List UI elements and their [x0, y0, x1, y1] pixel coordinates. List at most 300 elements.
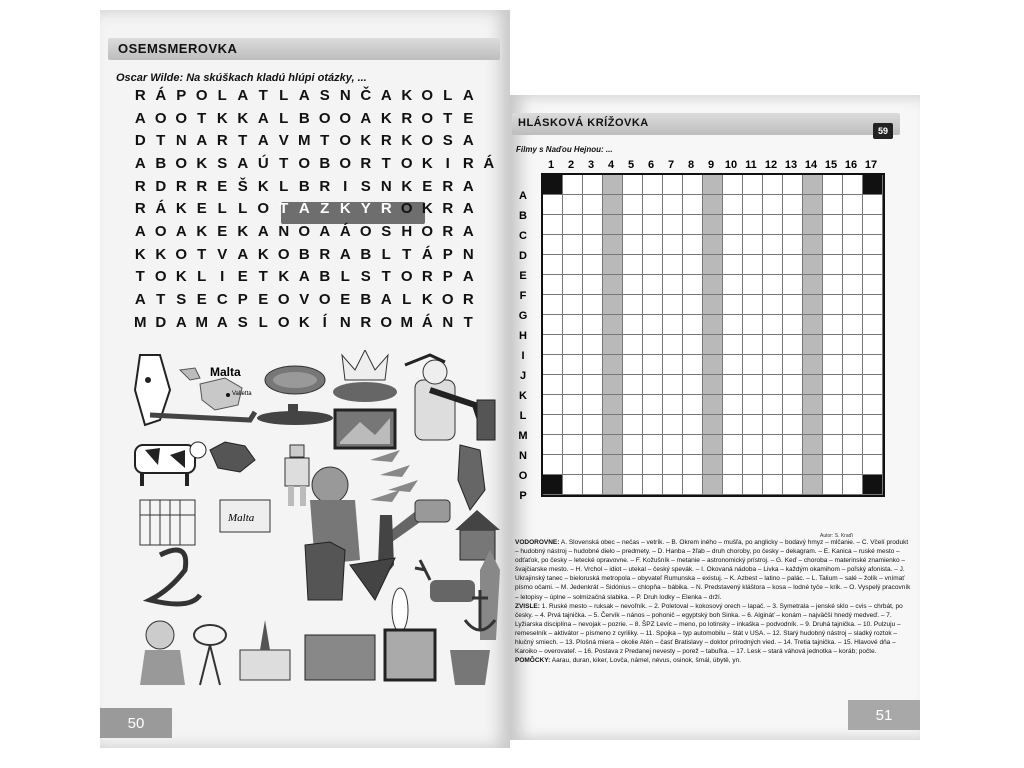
- crossword-cell[interactable]: [843, 415, 863, 435]
- crossword-cell[interactable]: [863, 295, 883, 315]
- crossword-cell[interactable]: [643, 295, 663, 315]
- crossword-cell[interactable]: [763, 215, 783, 235]
- crossword-cell[interactable]: [643, 215, 663, 235]
- crossword-cell[interactable]: [863, 475, 883, 495]
- crossword-cell[interactable]: [843, 175, 863, 195]
- crossword-cell[interactable]: [743, 255, 763, 275]
- crossword-cell[interactable]: [623, 215, 643, 235]
- crossword-cell[interactable]: [743, 475, 763, 495]
- crossword-cell[interactable]: [743, 275, 763, 295]
- crossword-cell[interactable]: [543, 295, 563, 315]
- crossword-cell[interactable]: [583, 475, 603, 495]
- crossword-cell[interactable]: [563, 315, 583, 335]
- crossword-cell[interactable]: [623, 435, 643, 455]
- crossword-cell[interactable]: [743, 355, 763, 375]
- crossword-cell[interactable]: [663, 355, 683, 375]
- crossword-cell[interactable]: [843, 215, 863, 235]
- crossword-cell[interactable]: [743, 395, 763, 415]
- crossword-cell[interactable]: [703, 175, 723, 195]
- crossword-cell[interactable]: [763, 255, 783, 275]
- crossword-cell[interactable]: [843, 455, 863, 475]
- grid-letter: Á: [298, 200, 310, 218]
- crossword-cell[interactable]: [863, 235, 883, 255]
- crossword-cell[interactable]: [783, 275, 803, 295]
- crossword-cell[interactable]: [643, 315, 663, 335]
- crossword-cell[interactable]: [643, 395, 663, 415]
- crossword-cell[interactable]: [823, 475, 843, 495]
- grid-letter: A: [134, 222, 146, 240]
- crossword-cell[interactable]: [703, 415, 723, 435]
- crossword-cell[interactable]: [823, 215, 843, 235]
- grid-letter: O: [154, 268, 167, 286]
- column-number: 8: [687, 159, 695, 171]
- crossword-cell[interactable]: [803, 455, 823, 475]
- crossword-cell[interactable]: [663, 395, 683, 415]
- crossword-cell[interactable]: [603, 375, 623, 395]
- crossword-cell[interactable]: [763, 435, 783, 455]
- grid-letter: O: [380, 313, 393, 331]
- crossword-cell[interactable]: [723, 235, 743, 255]
- crossword-cell[interactable]: [843, 255, 863, 275]
- crossword-cell[interactable]: [843, 195, 863, 215]
- crossword-cell[interactable]: [603, 435, 623, 455]
- crossword-cell[interactable]: [583, 375, 603, 395]
- crossword-cell[interactable]: [863, 455, 883, 475]
- crossword-cell[interactable]: [783, 255, 803, 275]
- crossword-cell[interactable]: [623, 375, 643, 395]
- crossword-cell[interactable]: [563, 275, 583, 295]
- grid-letter: K: [380, 109, 392, 127]
- row-letter: H: [519, 330, 527, 342]
- crossword-cell[interactable]: [563, 255, 583, 275]
- crossword-cell[interactable]: [683, 255, 703, 275]
- crossword-cell[interactable]: [543, 175, 563, 195]
- crossword-cell[interactable]: [603, 455, 623, 475]
- crossword-cell[interactable]: [543, 355, 563, 375]
- crossword-cell[interactable]: [643, 275, 663, 295]
- crossword-cell[interactable]: [783, 475, 803, 495]
- crossword-cell[interactable]: [723, 375, 743, 395]
- crossword-cell[interactable]: [763, 455, 783, 475]
- crossword-cell[interactable]: [683, 475, 703, 495]
- grid-letter: L: [279, 86, 289, 104]
- grid-letter: O: [421, 109, 434, 127]
- crossword-cell[interactable]: [683, 395, 703, 415]
- crossword-cell[interactable]: [763, 395, 783, 415]
- crossword-cell[interactable]: [663, 295, 683, 315]
- crossword-cell[interactable]: [683, 375, 703, 395]
- crossword-cell[interactable]: [843, 235, 863, 255]
- crossword-cell[interactable]: [723, 435, 743, 455]
- crossword-cell[interactable]: [803, 375, 823, 395]
- crossword-cell[interactable]: [803, 175, 823, 195]
- crossword-cell[interactable]: [663, 415, 683, 435]
- crossword-cell[interactable]: [863, 435, 883, 455]
- crossword-cell[interactable]: [743, 415, 763, 435]
- crossword-cell[interactable]: [723, 315, 743, 335]
- crossword-cell[interactable]: [743, 195, 763, 215]
- crossword-cell[interactable]: [783, 455, 803, 475]
- crossword-cell[interactable]: [703, 375, 723, 395]
- crossword-cell[interactable]: [823, 275, 843, 295]
- crossword-cell[interactable]: [563, 295, 583, 315]
- crossword-cell[interactable]: [803, 215, 823, 235]
- crossword-cell[interactable]: [803, 395, 823, 415]
- crossword-cell[interactable]: [723, 295, 743, 315]
- crossword-cell[interactable]: [843, 375, 863, 395]
- crossword-cell[interactable]: [623, 255, 643, 275]
- crossword-cell[interactable]: [583, 295, 603, 315]
- crossword-cell[interactable]: [643, 175, 663, 195]
- crossword-cell[interactable]: [563, 475, 583, 495]
- crossword-cell[interactable]: [643, 475, 663, 495]
- crossword-cell[interactable]: [683, 235, 703, 255]
- crossword-cell[interactable]: [643, 435, 663, 455]
- grid-letter: Č: [360, 86, 372, 104]
- crossword-cell[interactable]: [863, 375, 883, 395]
- crossword-cell[interactable]: [683, 315, 703, 335]
- crossword-cell[interactable]: [663, 235, 683, 255]
- crossword-cell[interactable]: [763, 275, 783, 295]
- crossword-cell[interactable]: [643, 235, 663, 255]
- crossword-cell[interactable]: [623, 315, 643, 335]
- crossword-cell[interactable]: [803, 355, 823, 375]
- crossword-cell[interactable]: [683, 415, 703, 435]
- crossword-cell[interactable]: [603, 295, 623, 315]
- crossword-cell[interactable]: [623, 395, 643, 415]
- crossword-cell[interactable]: [703, 255, 723, 275]
- crossword-cell[interactable]: [563, 335, 583, 355]
- crossword-cell[interactable]: [683, 295, 703, 315]
- crossword-cell[interactable]: [763, 295, 783, 315]
- crossword-cell[interactable]: [543, 435, 563, 455]
- crossword-cell[interactable]: [783, 395, 803, 415]
- crossword-cell[interactable]: [623, 295, 643, 315]
- crossword-cell[interactable]: [703, 315, 723, 335]
- crossword-cell[interactable]: [703, 195, 723, 215]
- crossword-cell[interactable]: [803, 315, 823, 335]
- crossword-cell[interactable]: [563, 435, 583, 455]
- crossword-cell[interactable]: [823, 315, 843, 335]
- crossword-cell[interactable]: [783, 375, 803, 395]
- crossword-cell[interactable]: [583, 275, 603, 295]
- crossword-cell[interactable]: [603, 415, 623, 435]
- crossword-cell[interactable]: [603, 315, 623, 335]
- grid-letter: K: [155, 245, 167, 263]
- crossword-cell[interactable]: [743, 175, 763, 195]
- crossword-cell[interactable]: [803, 475, 823, 495]
- crossword-cell[interactable]: [843, 395, 863, 415]
- crossword-cell[interactable]: [543, 455, 563, 475]
- crossword-cell[interactable]: [643, 415, 663, 435]
- crossword-cell[interactable]: [663, 215, 683, 235]
- crossword-cell[interactable]: [823, 335, 843, 355]
- crossword-cell[interactable]: [543, 235, 563, 255]
- crossword-cell[interactable]: [843, 335, 863, 355]
- crossword-cell[interactable]: [683, 215, 703, 235]
- crossword-cell[interactable]: [823, 415, 843, 435]
- crossword-cell[interactable]: [803, 415, 823, 435]
- crossword-cell[interactable]: [803, 235, 823, 255]
- crossword-cell[interactable]: [843, 475, 863, 495]
- crossword-cell[interactable]: [623, 455, 643, 475]
- crossword-cell[interactable]: [783, 195, 803, 215]
- crossword-cell[interactable]: [643, 355, 663, 375]
- crossword-cell[interactable]: [623, 335, 643, 355]
- grid-letter: B: [319, 154, 331, 172]
- crossword-cell[interactable]: [703, 275, 723, 295]
- grid-letter: R: [462, 154, 474, 172]
- crossword-cell[interactable]: [703, 395, 723, 415]
- crossword-cell[interactable]: [783, 295, 803, 315]
- crossword-cell[interactable]: [683, 335, 703, 355]
- crossword-cell[interactable]: [563, 355, 583, 375]
- crossword-cell[interactable]: [623, 355, 643, 375]
- crossword-cell[interactable]: [663, 435, 683, 455]
- crossword-cell[interactable]: [583, 315, 603, 335]
- crossword-cell[interactable]: [603, 255, 623, 275]
- crossword-cell[interactable]: [683, 455, 703, 475]
- crossword-cell[interactable]: [703, 355, 723, 375]
- crossword-cell[interactable]: [703, 435, 723, 455]
- crossword-cell[interactable]: [823, 195, 843, 215]
- crossword-cell[interactable]: [823, 175, 843, 195]
- crossword-cell[interactable]: [783, 235, 803, 255]
- crossword-cell[interactable]: [843, 275, 863, 295]
- crossword-cell[interactable]: [543, 195, 563, 215]
- grid-letter: A: [134, 291, 146, 309]
- crossword-cell[interactable]: [823, 255, 843, 275]
- crossword-cell[interactable]: [743, 435, 763, 455]
- crossword-cell[interactable]: [543, 275, 563, 295]
- crossword-cell[interactable]: [703, 335, 723, 355]
- crossword-cell[interactable]: [603, 215, 623, 235]
- crossword-cell[interactable]: [763, 375, 783, 395]
- crossword-cell[interactable]: [803, 335, 823, 355]
- crossword-cell[interactable]: [663, 315, 683, 335]
- crossword-cell[interactable]: [863, 275, 883, 295]
- crossword-cell[interactable]: [583, 355, 603, 375]
- crossword-cell[interactable]: [543, 415, 563, 435]
- crossword-cell[interactable]: [563, 395, 583, 415]
- crossword-cell[interactable]: [743, 455, 763, 475]
- crossword-cell[interactable]: [583, 335, 603, 355]
- crossword-cell[interactable]: [543, 335, 563, 355]
- crossword-cell[interactable]: [763, 235, 783, 255]
- crossword-cell[interactable]: [603, 235, 623, 255]
- crossword-cell[interactable]: [863, 355, 883, 375]
- crossword-cell[interactable]: [663, 335, 683, 355]
- crossword-cell[interactable]: [623, 275, 643, 295]
- grid-letter: N: [339, 313, 351, 331]
- crossword-cell[interactable]: [803, 255, 823, 275]
- crossword-cell[interactable]: [783, 435, 803, 455]
- crossword-cell[interactable]: [563, 415, 583, 435]
- crossword-cell[interactable]: [783, 335, 803, 355]
- crossword-cell[interactable]: [723, 215, 743, 235]
- crossword-cell[interactable]: [763, 175, 783, 195]
- crossword-cell[interactable]: [723, 255, 743, 275]
- crossword-cell[interactable]: [803, 295, 823, 315]
- crossword-cell[interactable]: [603, 275, 623, 295]
- crossword-cell[interactable]: [763, 335, 783, 355]
- crossword-cell[interactable]: [723, 455, 743, 475]
- crossword-cell[interactable]: [763, 195, 783, 215]
- crossword-cell[interactable]: [743, 315, 763, 335]
- crossword-cell[interactable]: [663, 175, 683, 195]
- crossword-cell[interactable]: [743, 295, 763, 315]
- crossword-cell[interactable]: [683, 275, 703, 295]
- crossword-cell[interactable]: [543, 255, 563, 275]
- crossword-cell[interactable]: [643, 255, 663, 275]
- crossword-cell[interactable]: [723, 475, 743, 495]
- crossword-cell[interactable]: [603, 195, 623, 215]
- crossword-cell[interactable]: [843, 435, 863, 455]
- crossword-cell[interactable]: [743, 215, 763, 235]
- crossword-cell[interactable]: [783, 415, 803, 435]
- crossword-cell[interactable]: [583, 255, 603, 275]
- crossword-cell[interactable]: [603, 175, 623, 195]
- crossword-cell[interactable]: [763, 415, 783, 435]
- crossword-cell[interactable]: [583, 435, 603, 455]
- crossword-cell[interactable]: [783, 355, 803, 375]
- crossword-cell[interactable]: [543, 315, 563, 335]
- crossword-cell[interactable]: [543, 395, 563, 415]
- crossword-cell[interactable]: [843, 315, 863, 335]
- grid-letter: I: [445, 154, 450, 172]
- crossword-cell[interactable]: [823, 295, 843, 315]
- crossword-cell[interactable]: [823, 435, 843, 455]
- crossword-cell[interactable]: [703, 215, 723, 235]
- crossword-cell[interactable]: [783, 175, 803, 195]
- crossword-cell[interactable]: [703, 295, 723, 315]
- crossword-cell[interactable]: [863, 335, 883, 355]
- crossword-cell[interactable]: [823, 455, 843, 475]
- grid-letter: O: [400, 154, 413, 172]
- crossword-cell[interactable]: [623, 235, 643, 255]
- crossword-cell[interactable]: [763, 355, 783, 375]
- crossword-cell[interactable]: [863, 315, 883, 335]
- crossword-cell[interactable]: [603, 475, 623, 495]
- grid-letter: Á: [483, 154, 495, 172]
- crossword-cell[interactable]: [603, 355, 623, 375]
- crossword-cell[interactable]: [583, 215, 603, 235]
- crossword-cell[interactable]: [643, 335, 663, 355]
- column-number: 6: [647, 159, 655, 171]
- crossword-cell[interactable]: [723, 415, 743, 435]
- crossword-cell[interactable]: [843, 295, 863, 315]
- crossword-cell[interactable]: [643, 375, 663, 395]
- crossword-cell[interactable]: [783, 315, 803, 335]
- crossword-cell[interactable]: [603, 395, 623, 415]
- crossword-cell[interactable]: [823, 235, 843, 255]
- crossword-cell[interactable]: [583, 455, 603, 475]
- grid-letter: O: [277, 291, 290, 309]
- column-number: 5: [627, 159, 635, 171]
- crossword-cell[interactable]: [763, 475, 783, 495]
- crossword-cell[interactable]: [583, 195, 603, 215]
- crossword-cell[interactable]: [563, 215, 583, 235]
- crossword-cell[interactable]: [703, 455, 723, 475]
- crossword-cell[interactable]: [843, 355, 863, 375]
- crossword-cell[interactable]: [723, 275, 743, 295]
- crossword-cell[interactable]: [683, 435, 703, 455]
- crossword-cell[interactable]: [563, 175, 583, 195]
- crossword-cell[interactable]: [623, 415, 643, 435]
- grid-letter: R: [462, 291, 474, 309]
- crossword-cell[interactable]: [783, 215, 803, 235]
- crossword-cell[interactable]: [723, 195, 743, 215]
- crossword-cell[interactable]: [583, 415, 603, 435]
- grid-letter: T: [135, 268, 145, 286]
- crossword-cell[interactable]: [543, 475, 563, 495]
- crossword-cell[interactable]: [763, 315, 783, 335]
- crossword-cell[interactable]: [663, 475, 683, 495]
- elk-picture: [415, 560, 475, 602]
- crossword-cell[interactable]: [823, 395, 843, 415]
- crossword-cell[interactable]: [703, 235, 723, 255]
- crossword-cell[interactable]: [683, 175, 703, 195]
- crossword-cell[interactable]: [723, 335, 743, 355]
- crossword-cell[interactable]: [703, 475, 723, 495]
- crossword-cell[interactable]: [623, 195, 643, 215]
- crossword-cell[interactable]: [563, 195, 583, 215]
- crossword-cell[interactable]: [743, 375, 763, 395]
- crossword-cell[interactable]: [863, 415, 883, 435]
- crossword-cell[interactable]: [623, 475, 643, 495]
- crossword-cell[interactable]: [863, 395, 883, 415]
- crossword-cell[interactable]: [803, 435, 823, 455]
- crossword-cell[interactable]: [543, 375, 563, 395]
- crossword-cell[interactable]: [863, 175, 883, 195]
- crossword-cell[interactable]: [663, 275, 683, 295]
- grid-letter: K: [298, 313, 310, 331]
- crossword-cell[interactable]: [723, 355, 743, 375]
- crossword-cell[interactable]: [823, 375, 843, 395]
- crossword-cell[interactable]: [863, 255, 883, 275]
- crossword-cell[interactable]: [663, 375, 683, 395]
- crossword-cell[interactable]: [563, 235, 583, 255]
- grid-letter: E: [217, 177, 228, 195]
- crossword-cell[interactable]: [743, 335, 763, 355]
- crossword-cell[interactable]: [663, 195, 683, 215]
- crossword-cell[interactable]: [723, 395, 743, 415]
- crossword-cell[interactable]: [603, 335, 623, 355]
- crossword-cell[interactable]: [643, 455, 663, 475]
- crossword-cell[interactable]: [863, 195, 883, 215]
- grid-letter: K: [401, 132, 413, 150]
- crossword-cell[interactable]: [743, 235, 763, 255]
- crossword-cell[interactable]: [803, 195, 823, 215]
- crossword-cell[interactable]: [663, 255, 683, 275]
- crossword-cell[interactable]: [543, 215, 563, 235]
- crossword-cell[interactable]: [663, 455, 683, 475]
- crossword-cell[interactable]: [563, 375, 583, 395]
- crossword-cell[interactable]: [863, 215, 883, 235]
- crossword-cell[interactable]: [823, 355, 843, 375]
- grid-letter: S: [176, 291, 187, 309]
- crossword-cell[interactable]: [583, 235, 603, 255]
- crossword-cell[interactable]: [803, 275, 823, 295]
- crossword-cell[interactable]: [683, 355, 703, 375]
- crossword-cell[interactable]: [623, 175, 643, 195]
- crossword-cell[interactable]: [643, 195, 663, 215]
- crossword-cell[interactable]: [563, 455, 583, 475]
- crossword-cell[interactable]: [683, 195, 703, 215]
- crossword-cell[interactable]: [723, 175, 743, 195]
- crossword-cell[interactable]: [583, 395, 603, 415]
- crossword-cell[interactable]: [583, 175, 603, 195]
